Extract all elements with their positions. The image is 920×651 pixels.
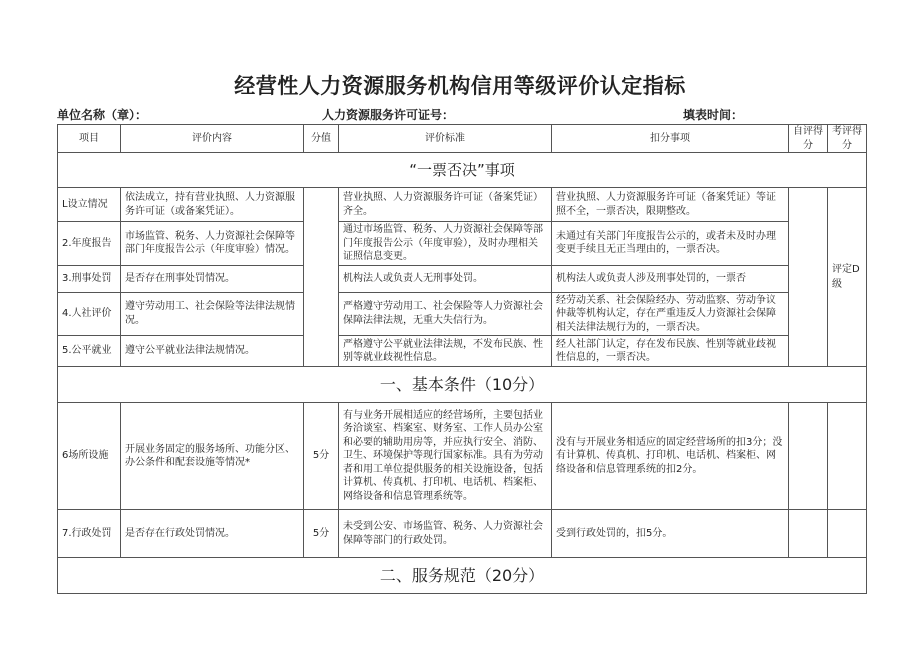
table-row [58, 222, 867, 266]
row-item: 5.公平就业 [58, 336, 121, 367]
header-standard: 评价标准 [339, 125, 552, 153]
row-item: 2.年度报告 [58, 222, 121, 266]
row-deduction: 经劳动关系、社会保险经办、劳动监察、劳动争议仲裁等机构认定，存在严重违反人力资源社会保障相关法律法规行为的，一票否决。 [552, 292, 789, 336]
row-standard: 未受到公安、市场监管、税务、人力资源社会保障等部门的行政处罚。 [339, 510, 552, 558]
row-deduction: 受到行政处罚的，扣5分。 [552, 510, 789, 558]
row-content: 依法成立，持有营业执照、人力资源服务许可证（或备案凭证）。 [121, 188, 304, 222]
header-content: 评价内容 [121, 125, 304, 153]
page-title: 经营性人力资源服务机构信用等级评价认定指标 [234, 74, 686, 98]
section-row [58, 153, 867, 188]
header-self-score: 自评得分 [789, 125, 828, 153]
header-review-score: 考评得分 [828, 125, 867, 153]
table-row [58, 188, 867, 222]
section-title-veto: “一票否决”事项 [58, 153, 867, 188]
license-number-label: 人力资源服务许可证号： [322, 108, 455, 122]
section-row [58, 367, 867, 403]
section-row [58, 558, 867, 594]
row-score: 5分 [304, 510, 339, 558]
row-item: 4.人社评价 [58, 292, 121, 336]
row-review-score[interactable] [828, 403, 867, 510]
row-deduction: 未通过有关部门年度报告公示的，或者未及时办理变更手续且无正当理由的，一票否决。 [552, 222, 789, 266]
veto-grade: 评定D级 [828, 188, 867, 367]
row-content: 开展业务固定的服务场所、功能分区、办公条件和配套设施等情况* [121, 403, 304, 510]
section-title-service: 二、服务规范（20分） [58, 558, 867, 594]
table-header-row [58, 125, 867, 153]
row-standard: 营业执照、人力资源服务许可证（备案凭证）齐全。 [339, 188, 552, 222]
row-self-score[interactable] [789, 403, 828, 510]
table-row [58, 292, 867, 336]
row-standard: 严格遵守公平就业法律法规，不发布民族、性别等就业歧视性信息。 [339, 336, 552, 367]
row-review-score[interactable] [828, 510, 867, 558]
row-content: 遵守劳动用工、社会保险等法律法规情况。 [121, 292, 304, 336]
table-row [58, 510, 867, 558]
row-deduction: 机构法人或负责人涉及刑事处罚的，一票否 [552, 265, 789, 292]
header-item: 项目 [58, 125, 121, 153]
veto-score-cell [304, 188, 339, 367]
row-standard: 有与业务开展相适应的经营场所，主要包括业务洽谈室、档案室、财务室、工作人员办公室和必要的辅助用房等，并应执行安全、消防、卫生、环境保护等现行国家标准。具有为劳动者和用工单位提供服务的相关设施设备，包括计算机、传真机、打印机、电话机、档案柜、网络设备和信息管理系统等。 [339, 403, 552, 510]
row-standard: 严格遵守劳动用工、社会保险等人力资源社会保障法律法规，无重大失信行为。 [339, 292, 552, 336]
row-content: 遵守公平就业法律法规情况。 [121, 336, 304, 367]
row-deduction: 经人社部门认定，存在发布民族、性别等就业歧视性信息的，一票否决。 [552, 336, 789, 367]
row-content: 是否存在刑事处罚情况。 [121, 265, 304, 292]
row-content: 市场监管、税务、人力资源社会保障等部门年度报告公示（年度审验）情况。 [121, 222, 304, 266]
table-row [58, 336, 867, 367]
table-row [58, 403, 867, 510]
unit-name-label: 单位名称（章）： [57, 108, 148, 122]
row-deduction: 没有与开展业务相适应的固定经营场所的扣3分；没有计算机、传真机、打印机、电话机、档案柜、网络设备和信息管理系统的扣2分。 [552, 403, 789, 510]
row-item: 3.刑事处罚 [58, 265, 121, 292]
veto-self-score-cell [789, 188, 828, 367]
header-deduction: 扣分事项 [552, 125, 789, 153]
row-deduction: 营业执照、人力资源服务许可证（备案凭证）等证照不全，一票否决，限期整改。 [552, 188, 789, 222]
row-score: 5分 [304, 403, 339, 510]
fill-date-label: 填表时间： [683, 108, 744, 122]
section-title-basic: 一、基本条件（10分） [58, 367, 867, 403]
row-item: 6场所设施 [58, 403, 121, 510]
row-standard: 通过市场监管、税务、人力资源社会保障等部门年度报告公示（年度审验），及时办理相关证照信息变更。 [339, 222, 552, 266]
row-item: L设立情况 [58, 188, 121, 222]
row-self-score[interactable] [789, 510, 828, 558]
table-row [58, 265, 867, 292]
row-content: 是否存在行政处罚情况。 [121, 510, 304, 558]
row-standard: 机构法人或负责人无刑事处罚。 [339, 265, 552, 292]
header-score: 分值 [304, 125, 339, 153]
row-item: 7.行政处罚 [58, 510, 121, 558]
indicator-table [57, 124, 867, 594]
